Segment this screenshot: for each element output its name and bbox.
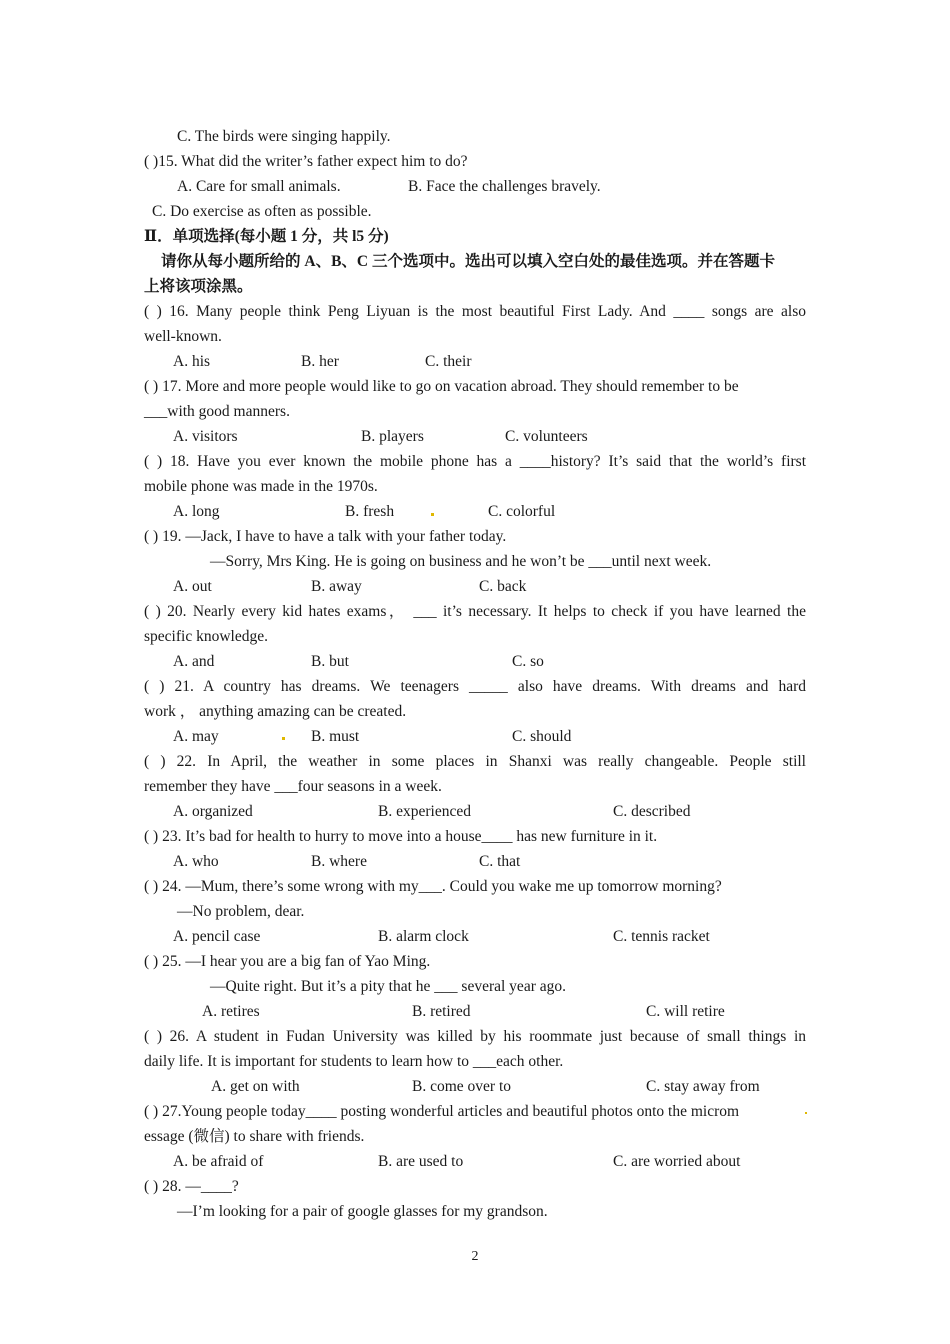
q15-option-b: B. Face the challenges bravely. <box>408 178 601 195</box>
q15-option-a: A. Care for small animals. <box>177 178 341 195</box>
question-27-stem-cont: essage (微信) to share with friends. <box>144 1128 365 1145</box>
question-20-stem-cont: specific knowledge. <box>144 628 268 645</box>
q19-option-b: B. away <box>311 578 362 595</box>
ink-speck <box>805 1112 807 1114</box>
question-28-stem: ( ) 28. —____? <box>144 1178 239 1195</box>
q25-option-a: A. retires <box>202 1003 260 1020</box>
question-24-stem: ( ) 24. —Mum, there’s some wrong with my___. Could you wake me up tomorrow morning? <box>144 878 722 895</box>
ink-speck <box>282 737 285 740</box>
q27-option-c: C. are worried about <box>613 1153 741 1170</box>
question-26-stem-cont: daily life. It is important for students to learn how to ___each other. <box>144 1053 564 1070</box>
question-17-stem: ( ) 17. More and more people would like to go on vacation abroad. They should remember to be <box>144 378 739 395</box>
q18-option-c: C. colorful <box>488 503 556 520</box>
question-25-reply: —Quite right. But it’s a pity that he ___ several year ago. <box>210 978 566 995</box>
q15-stem: ( )15. What did the writer’s father expect him to do? <box>144 153 468 170</box>
question-21-stem: ( ) 21. A country has dreams. We teenagers _____ also have dreams. With dreams and hard <box>144 678 806 695</box>
question-26-stem: ( ) 26. A student in Fudan University was killed by his roommate just because of small things in <box>144 1028 806 1045</box>
q17-option-b: B. players <box>361 428 424 445</box>
question-16-stem-cont: well-known. <box>144 328 222 345</box>
q19-option-c: C. back <box>479 578 527 595</box>
q22-option-b: B. experienced <box>378 803 471 820</box>
question-18-stem: ( ) 18. Have you ever known the mobile phone has a ____history? It’s said that the world’s first <box>144 453 806 470</box>
q17-option-c: C. volunteers <box>505 428 588 445</box>
q16-option-a: A. his <box>173 353 211 370</box>
q18-option-a: A. long <box>173 503 220 520</box>
section-heading: Ⅱ．单项选择(每小题 1 分，共 l5 分) <box>144 228 389 245</box>
q26-option-b: B. come over to <box>412 1078 512 1095</box>
q19-option-a: A. out <box>173 578 212 595</box>
question-20-stem: ( ) 20. Nearly every kid hates exams， ___ it’s necessary. It helps to check if you have learned the <box>144 603 806 620</box>
question-18-stem-cont: mobile phone was made in the 1970s. <box>144 478 378 495</box>
q22-option-c: C. described <box>613 803 691 820</box>
page-number: 2 <box>471 1249 479 1264</box>
q21-option-a: A. may <box>173 728 219 745</box>
q26-option-a: A. get on with <box>211 1078 300 1095</box>
q20-option-b: B. but <box>311 653 349 670</box>
q18-option-b: B. fresh <box>345 503 395 520</box>
q24-option-a: A. pencil case <box>173 928 261 945</box>
q25-option-b: B. retired <box>412 1003 471 1020</box>
q20-option-c: C. so <box>512 653 544 670</box>
q20-option-a: A. and <box>173 653 215 670</box>
question-25-stem: ( ) 25. —I hear you are a big fan of Yao Ming. <box>144 953 431 970</box>
q22-option-a: A. organized <box>173 803 253 820</box>
question-19-stem: ( ) 19. —Jack, I have to have a talk with your father today. <box>144 528 507 545</box>
question-27-stem: ( ) 27.Young people today____ posting wonderful articles and beautiful photos onto the microm <box>144 1103 740 1120</box>
q24-option-c: C. tennis racket <box>613 928 710 945</box>
ink-speck <box>431 513 434 516</box>
q25-option-c: C. will retire <box>646 1003 725 1020</box>
question-28-reply: —I’m looking for a pair of google glasses for my grandson. <box>177 1203 548 1220</box>
q27-option-b: B. are used to <box>378 1153 464 1170</box>
question-22-stem: ( ) 22. In April, the weather in some places in Shanxi was really changeable. People still <box>144 753 806 770</box>
question-19-reply: —Sorry, Mrs King. He is going on business and he won’t be ___until next week. <box>210 553 712 570</box>
q17-option-a: A. visitors <box>173 428 238 445</box>
section-instruction-line2: 上将该项涂黑。 <box>144 278 253 295</box>
question-17-stem-cont: ___with good manners. <box>144 403 290 420</box>
q26-option-c: C. stay away from <box>646 1078 760 1095</box>
q14-option-c: C. The birds were singing happily. <box>177 128 391 145</box>
q23-option-a: A. who <box>173 853 219 870</box>
q24-option-b: B. alarm clock <box>378 928 469 945</box>
question-16-stem: ( ) 16. Many people think Peng Liyuan is the most beautiful First Lady. And ____ songs are also <box>144 303 806 320</box>
question-21-stem-cont: work ， anything amazing can be created. <box>144 703 407 720</box>
section-instruction-line1: 请你从每小题所给的 A、B、C 三个选项中。选出可以填入空白处的最佳选项。并在答题卡 <box>161 253 775 270</box>
q16-option-b: B. her <box>301 353 339 370</box>
q16-option-c: C. their <box>425 353 472 370</box>
question-22-stem-cont: remember they have ___four seasons in a week. <box>144 778 442 795</box>
question-23-stem: ( ) 23. It’s bad for health to hurry to move into a house____ has new furniture in it. <box>144 828 658 845</box>
q21-option-b: B. must <box>311 728 360 745</box>
q21-option-c: C. should <box>512 728 572 745</box>
q15-option-c: C. Do exercise as often as possible. <box>152 203 372 220</box>
q27-option-a: A. be afraid of <box>173 1153 264 1170</box>
q23-option-c: C. that <box>479 853 521 870</box>
q23-option-b: B. where <box>311 853 367 870</box>
question-24-reply: —No problem, dear. <box>177 903 305 920</box>
